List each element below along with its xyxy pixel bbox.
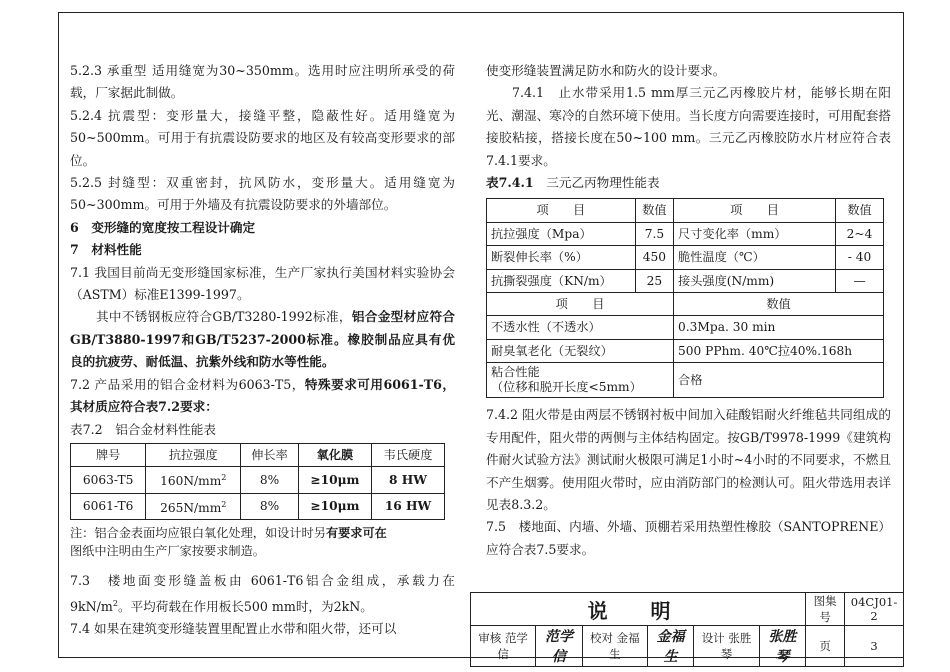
- designer-name: 张胜琴: [720, 631, 752, 661]
- table-row: [71, 493, 445, 519]
- table-header-cell: 韦氏硬度: [372, 443, 445, 466]
- table-header-cell: 抗拉强度: [146, 443, 241, 466]
- design-label: 设计 张胜琴: [694, 626, 759, 667]
- table-header-row: [487, 199, 884, 222]
- table-header-cell: 牌号: [71, 443, 146, 466]
- cell-value: 265N/mm: [160, 500, 222, 515]
- table-cell: 8 HW: [372, 467, 445, 493]
- table-cell: 16 HW: [372, 493, 445, 519]
- table-row: [71, 467, 445, 493]
- table-row: [487, 339, 884, 362]
- cell-line: （位移和脱开长度<5mm）: [491, 380, 642, 395]
- drawing-title: 说 明: [471, 593, 806, 626]
- table-header-cell: 氧化膜: [298, 443, 371, 466]
- review-label: 审核 范学信: [471, 626, 536, 667]
- table-cell: 抗撕裂强度（KN/m）: [487, 269, 636, 292]
- table-cell: 耐臭氧老化（无裂纹）: [487, 339, 674, 362]
- page-label: 页: [806, 626, 845, 667]
- cell-line: 粘合性能: [491, 365, 540, 380]
- table-header-cell: 项 目: [487, 199, 636, 222]
- table-cell: 尺寸变化率（mm）: [674, 222, 836, 245]
- table-cell: 7.5: [635, 222, 673, 245]
- para-5-2-5: 5.2.5 封缝型：双重密封，抗风防水，变形量大。适用缝宽为50~300mm。可用于外墙及有抗震设防要求的外墙部位。: [70, 175, 455, 213]
- table-7-2-note: [70, 524, 455, 560]
- para-7-5: 7.5 楼地面、内墙、外墙、顶棚若采用热塑性橡胶（SANTOPRENE）应符合表7.5要求。: [486, 519, 891, 557]
- table-row: [487, 246, 884, 269]
- note-emphasis: 有要求可在: [325, 526, 387, 541]
- page-number: 3: [845, 626, 904, 667]
- caption-title: 三元乙丙物理性能表: [533, 175, 660, 191]
- reviewer-name: 范学信: [497, 631, 528, 661]
- checker-signature: 金福生: [647, 626, 693, 667]
- para-7-4-2: 7.4.2 阻火带是由两层不锈钢衬板中间加入硅酸铝耐火纤维毡共同组成的专用配件，阻火带的两侧与主体结构固定。按GB/T9978-1999《建筑构件耐火试验方法》测试耐火极限可满足1小时~4小时的不同要求，不燃且不产生烟雾。使用阻火带时，应由消防部门的检测认可。阻火带选用表详见表8.3.2。: [486, 407, 891, 512]
- steel-standard: 其中不锈钢板应符合GB/T3280-1992标准，: [96, 309, 352, 325]
- table-header-cell: 项 目: [487, 293, 674, 316]
- title-block: [470, 592, 904, 665]
- reviewer-signature: 范学信: [536, 626, 582, 667]
- table-header-cell: 数值: [674, 293, 884, 316]
- section-7-heading: 7 材料性能: [70, 242, 142, 258]
- para-7-3: [70, 570, 455, 618]
- para-7-4-1: 7.4.1 止水带采用1.5 mm厚三元乙丙橡胶片材，能够长期在阳光、潮湿、寒冷的自然环境下使用。当长度方向需要连接时，可用配套搭接胶粘接，搭接长度在50~100 mm。三元乙丙橡胶防水片材应符合表7.4.1要求。: [486, 85, 891, 168]
- table-header-row: [71, 443, 445, 466]
- section-6-heading: 6 变形缝的宽度按工程设计确定: [70, 219, 256, 235]
- table-row: [487, 363, 884, 398]
- table-header-cell: 数值: [635, 199, 673, 222]
- para-7-4: 7.4 如果在建筑变形缝装置里配置止水带和阻火带，还可以: [70, 621, 397, 637]
- table-7-4-1: [486, 198, 884, 398]
- table-cell: 8%: [241, 493, 299, 519]
- table-7-2: [70, 443, 445, 520]
- para-7-2-b: 特殊要求可用6061-T6，其材质应符合表7.2要求：: [70, 376, 455, 415]
- table-header-cell: 伸长率: [241, 443, 299, 466]
- para-7-2-a: 7.2 产品采用的铝合金材料为6063-T5，: [70, 376, 305, 392]
- right-column: [486, 60, 891, 561]
- superscript: 2: [221, 499, 227, 509]
- table-cell: 25: [635, 269, 673, 292]
- para-7-4-cont: 使变形缝装置满足防水和防火的设计要求。: [486, 63, 726, 78]
- table-header-cell: 数值: [836, 199, 884, 222]
- check-label: 校对 金福生: [582, 626, 647, 667]
- note-text: 注：铝合金表面均应银白氧化处理，如设计时另: [70, 526, 326, 541]
- para-7-1-standards: [70, 306, 455, 373]
- checker-name: 金福生: [609, 631, 640, 661]
- note-text-cont: 图纸中注明由生产厂家按要求制造。: [70, 544, 265, 559]
- cell-value: 160N/mm: [160, 474, 222, 489]
- table-cell: 8%: [241, 467, 299, 493]
- atlas-number: 04CJ01-2: [845, 593, 904, 626]
- table-header-row: [487, 293, 884, 316]
- table-cell: 450: [635, 246, 673, 269]
- table-cell: 接头强度(N/mm): [674, 269, 836, 292]
- para-7-3-a: 7.3 楼地面变形缝盖板由 6061-T6铝合金组成，承载力在9kN/m: [70, 573, 455, 614]
- table-cell: 抗拉强度（Mpa）: [487, 222, 636, 245]
- atlas-label: 图集号: [806, 593, 845, 626]
- table-cell: —: [836, 269, 884, 292]
- table-cell: 500 PPhm. 40℃拉40%.168h: [674, 339, 884, 362]
- left-column: [70, 60, 455, 641]
- table-row: [487, 222, 884, 245]
- table-cell: 不透水性（不透水）: [487, 316, 674, 339]
- table-cell: 断裂伸长率（%）: [487, 246, 636, 269]
- para-7-3-b: 。平均荷载在作用板长500 mm时，为2kN。: [117, 598, 373, 614]
- table-row: [487, 269, 884, 292]
- table-cell: ≥10μm: [298, 467, 371, 493]
- table-header-cell: 项 目: [674, 199, 836, 222]
- para-7-2: [70, 374, 455, 419]
- table-cell: [146, 467, 241, 493]
- para-5-2-4: 5.2.4 抗震型：变形量大，接缝平整，隐蔽性好。适用缝宽为50~500mm。可用于有抗震设防要求的地区及有较高变形要求的部位。: [70, 107, 455, 168]
- table-cell: ≥10μm: [298, 493, 371, 519]
- designer-signature: 张胜琴: [759, 626, 805, 667]
- table-7-2-caption: 表7.2 铝合金材料性能表: [70, 421, 216, 437]
- table-cell: 2~4: [836, 222, 884, 245]
- para-5-2-3: 5.2.3 承重型 适用缝宽为30~350mm。选用时应注明所承受的荷载，厂家据此制做。: [70, 63, 455, 101]
- superscript: 2: [112, 598, 118, 608]
- table-cell: 6061-T6: [71, 493, 146, 519]
- table-cell: 0.3Mpa. 30 min: [674, 316, 884, 339]
- table-cell: 脆性温度（℃）: [674, 246, 836, 269]
- table-row: [487, 316, 884, 339]
- table-7-4-1-caption: [486, 172, 891, 194]
- table-cell: [146, 493, 241, 519]
- para-7-1: 7.1 我国目前尚无变形缝国家标准，生产厂家执行美国材料实验协会（ASTM）标准E1399-1997。: [70, 264, 455, 303]
- aluminum-standard: 铝合金型材应符合GB/T3880-1997和GB/T5237-2000标准。橡胶制品应具有优良的抗疲劳、耐低温、抗紫外线和防水等性能。: [70, 309, 455, 370]
- table-cell: - 40: [836, 246, 884, 269]
- superscript: 2: [221, 473, 227, 483]
- table-cell: 6063-T5: [71, 467, 146, 493]
- caption-number: 表7.4.1: [486, 175, 534, 191]
- table-cell: [487, 363, 674, 398]
- table-cell: 合格: [674, 363, 884, 398]
